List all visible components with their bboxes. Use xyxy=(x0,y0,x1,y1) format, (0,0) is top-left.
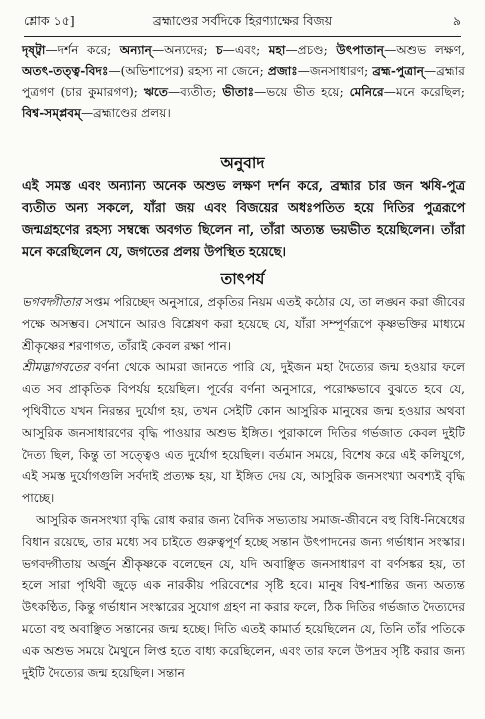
synonym-item: মেনিরে—মনে করেছিল; xyxy=(349,85,466,99)
page-header xyxy=(24,6,461,36)
synonym-item: মহা—প্রচণ্ড; xyxy=(268,43,328,57)
synonyms-block xyxy=(22,40,465,148)
purport-paragraph xyxy=(22,357,465,510)
italic-lead: ভগবদ্গীতার xyxy=(22,295,82,309)
synonym-meaning: (অভিশাপের) রহস্য না জেনে; xyxy=(120,64,264,78)
synonym-term: মহা xyxy=(268,43,286,57)
synonym-item: বিশ্ব-সম্প্লবম্—ব্রহ্মাণ্ডের প্রলয়। xyxy=(22,106,171,120)
synonym-item: অন্যান্—অন্যদের; xyxy=(119,43,208,57)
synonym-item: ভীতাঃ—ভয়ে ভীত হয়ে; xyxy=(222,85,344,99)
synonym-meaning: ব্রহ্মাণ্ডের প্রলয়। xyxy=(93,106,171,120)
synonym-term: ভীতাঃ xyxy=(222,85,255,99)
synonym-meaning: মনে করেছিল; xyxy=(395,85,466,99)
synonym-term: দৃষ্ট্বা xyxy=(22,43,46,57)
synonym-item: ব্রহ্ম-পুত্রান্—ব্রহ্মার পুত্রগণ (চার কুমারগণ); xyxy=(22,64,465,99)
synonym-item: উৎপাতান্—অশুভ লক্ষণ, xyxy=(336,43,466,57)
purport-body xyxy=(22,292,465,716)
synonym-meaning: প্রচণ্ড; xyxy=(297,43,328,57)
synonym-meaning: অন্যদের; xyxy=(164,43,208,57)
synonym-term: মেনিরে xyxy=(349,85,384,99)
purport-paragraph xyxy=(22,292,465,357)
synonym-term: উৎপাতান্ xyxy=(336,43,385,57)
synonym-meaning: ব্যতীত; xyxy=(180,85,217,99)
synonym-term: অন্যান্ xyxy=(119,43,152,57)
translation-text: এই সমস্ত এবং অন্যান্য অনেক অশুভ লক্ষণ দর্শন করে, ব্রহ্মার চার জন ঋষি-পুত্র ব্যতীত অন্য সকলে, যাঁরা জয় এবং বিজয়ের অধঃপতিত হয়ে দিতির পুত্ররূপে জন্মগ্রহণের রহস্য সম্বন্ধে অবগত ছিলেন না, তাঁরা অত্যন্ত ভয়ভীত হয়েছিলেন। তাঁরা মনে করেছিলেন যে, জগতের প্রলয় উপস্থিত হয়েছে। xyxy=(22,179,465,260)
running-title: ব্রহ্মাণ্ডের সর্বদিকে হিরণ্যাক্ষের বিজয় xyxy=(152,13,333,28)
synonym-item: অতৎ-তত্ত্ব-বিদঃ—(অভিশাপের) রহস্য না জেনে; xyxy=(22,64,264,78)
synonym-meaning: এবং; xyxy=(234,43,261,57)
paragraph-text: সপ্তম পরিচ্ছেদ অনুসারে, প্রকৃতির নিয়ম এতই কঠোর যে, তা লঙ্ঘন করা জীবের পক্ষে অসম্ভব। সেখানে আরও বিশ্লেষণ করা হয়েছে যে, যাঁরা সম্পূর্ণরূপে কৃষ্ণভক্তির মাধ্যমে শ্রীকৃষ্ণের শরণাগত, তাঁরাই কেবল রক্ষা পান। xyxy=(22,295,465,353)
synonym-meaning: ব্রহ্মার পুত্রগণ (চার কুমারগণ); xyxy=(22,64,465,99)
page-number: ৯ xyxy=(452,13,461,28)
synonym-term: ব্রহ্ম-পুত্রান্ xyxy=(372,64,424,78)
synonym-term: ঋতে xyxy=(143,85,168,99)
synonym-term: বিশ্ব-সম্প্লবম্ xyxy=(22,106,81,120)
verse-reference: শ্লোক ১৫] xyxy=(24,13,75,28)
synonym-item: প্রজাঃ—জনসাধারণ; xyxy=(267,64,369,78)
synonym-term: প্রজাঃ xyxy=(267,64,298,78)
purport-paragraph xyxy=(22,510,465,684)
italic-lead: শ্রীমদ্ভাগবতের xyxy=(22,360,89,375)
header-divider xyxy=(24,36,461,37)
synonym-item: চ—এবং; xyxy=(216,43,261,57)
synonym-meaning: জনসাধারণ; xyxy=(309,64,369,78)
synonym-term: অতৎ-তত্ত্ব-বিদঃ xyxy=(22,64,109,78)
paragraph-text: আসুরিক জনসংখ্যা বৃদ্ধি রোধ করার জন্য বৈদিক সভ্যতায় সমাজ-জীবনে বহু বিধি-নিষেধের বিধান রয়েছে, তার মধ্যে সব চাইতে গুরুত্বপূর্ণ হচ্ছে সন্তান উৎপাদনের জন্য গর্ভাধান সংস্কার। ভগবদ্গীতায় অর্জুন শ্রীকৃষ্ণকে বলেছেন যে, যদি অবাঞ্ছিত জনসাধারণ বা বর্ণসঙ্কর হয়, তা হলে সারা পৃথিবী জুড়ে এক নারকীয় পরিবেশের সৃষ্টি হবে। মানুষ বিশ্ব-শান্তির জন্য অত্যন্ত উৎকণ্ঠিত, কিন্তু গর্ভাধান সংস্কারের সুযোগ গ্রহণ না করার ফলে, ঠিক দিতির গর্ভজাত দৈত্যদের মতো বহু অবাঞ্ছিত সন্তানের জন্ম হচ্ছে। দিতি এতই কামার্ত হয়েছিলেন যে, তিনি তাঁর পতিকে এক অশুভ সময়ে মৈথুনে লিপ্ত হতে বাধ্য করেছিলেন, এবং তার ফলে উপদ্রব সৃষ্টি করার জন্য দুইটি দৈত্যের জন্ম হয়েছিল। সন্তান xyxy=(22,512,465,680)
purport-heading: তাৎপর্য xyxy=(220,269,265,288)
synonym-term: চ xyxy=(216,43,223,57)
translation-heading: অনুবাদ xyxy=(220,153,265,172)
synonym-item: ঋতে—ব্যতীত; xyxy=(143,85,217,99)
synonym-meaning: ভয়ে ভীত হয়ে; xyxy=(266,85,344,99)
synonym-meaning: দর্শন করে; xyxy=(57,43,112,57)
synonym-item: দৃষ্ট্বা—দর্শন করে; xyxy=(22,43,112,57)
paragraph-text: বর্ণনা থেকে আমরা জানতে পারি যে, দুইজন মহা দৈত্যের জন্ম হওয়ার ফলে এত সব প্রাকৃতিক বিপর্যয় হয়েছিল। পূর্বের বর্ণনা অনুসারে, পরোক্ষভাবে বুঝতে হবে যে, পৃথিবীতে যখন নিরন্তর দুর্যোগ হয়, তখন সেইটি কোন আসুরিক মানুষের জন্ম হওয়ার অথবা আসুরিক জনসাধারণের বৃদ্ধি পাওয়ার অশুভ ইঙ্গিত। পুরাকালে দিতির গর্ভজাত কেবল দুইটি দৈত্য ছিল, কিন্তু তা সত্ত্বেও এত দুর্যোগ হয়েছিল। বর্তমান সময়ে, বিশেষ করে এই কলিযুগে, এই সমস্ত দুর্যোগগুলি সর্বদাই প্রত্যক্ষ হয়, যা ইঙ্গিত দেয় যে, আসুরিক জনসংখ্যা অবশ্যই বৃদ্ধি পাচ্ছে। xyxy=(22,360,465,506)
synonym-meaning: অশুভ লক্ষণ, xyxy=(396,43,466,57)
